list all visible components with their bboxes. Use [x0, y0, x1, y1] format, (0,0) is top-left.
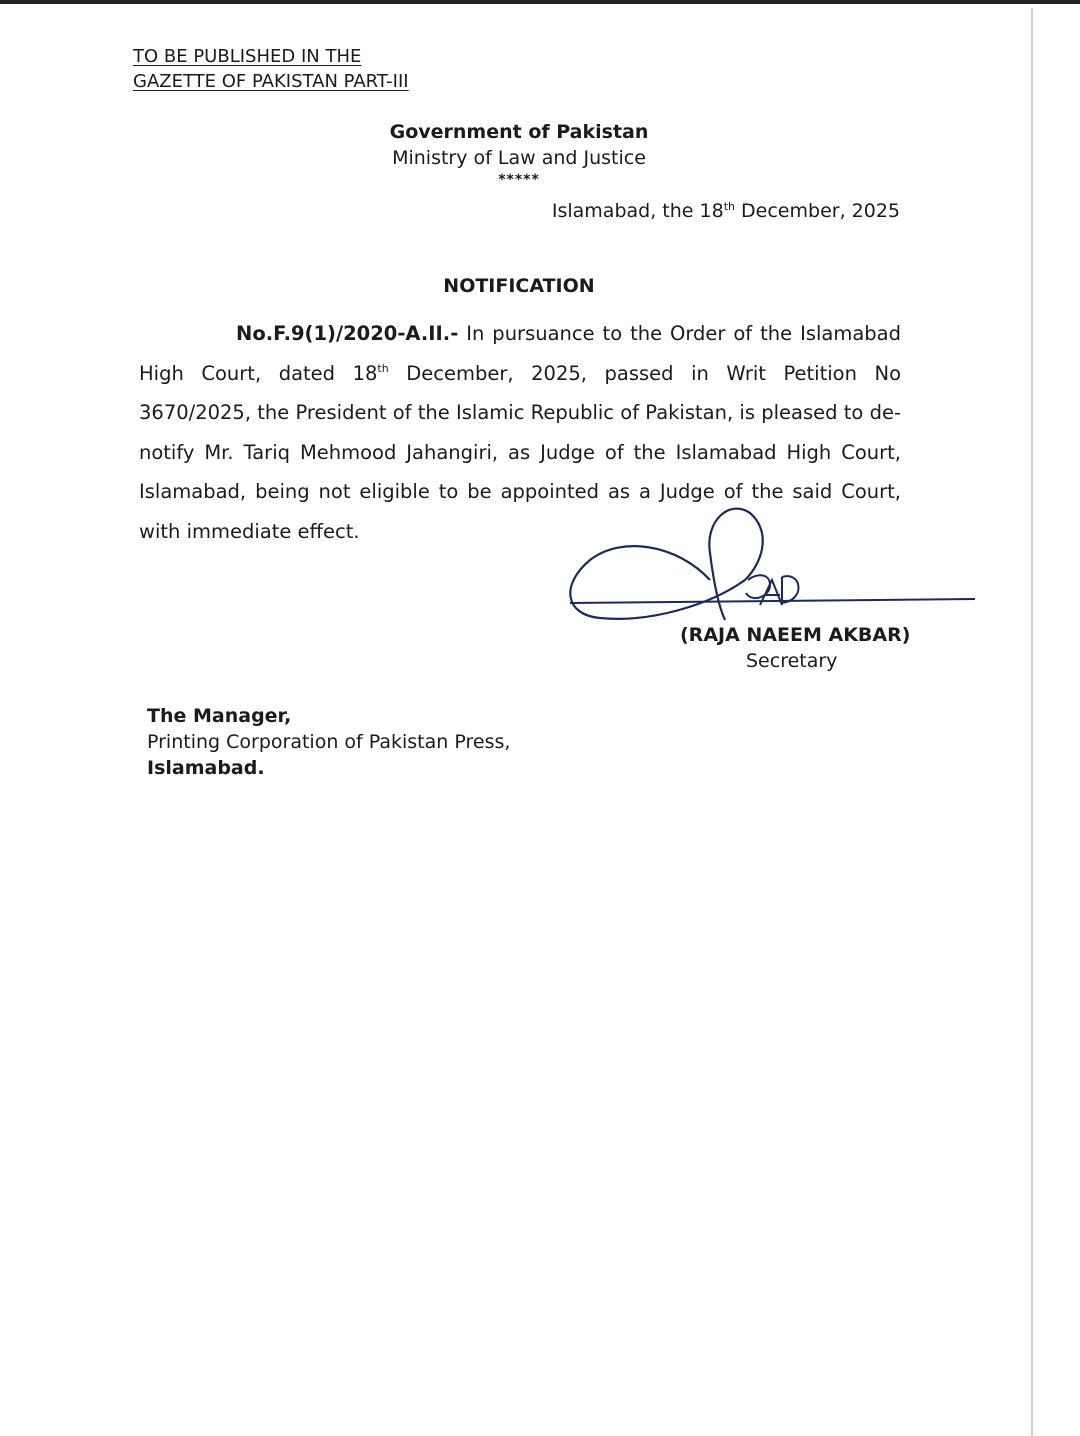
- ministry-heading: Ministry of Law and Justice: [392, 147, 646, 169]
- gazette-heading: [133, 44, 409, 94]
- body-text-b: December, 2025, passed in Writ Petition No 3670/2025, the President of the Islamic Republic of Pakistan, is pleased to de-notify Mr. Tariq Mehmood Jahangiri, as Judge of the Islamabad High Court, Islamabad, being not eligible to be appointed as a Judge of the said Court, with immediate effect.: [139, 361, 901, 543]
- signature: [560, 505, 980, 635]
- notification-title: NOTIFICATION: [443, 275, 595, 297]
- gazette-line-1: TO BE PUBLISHED IN THE: [133, 46, 362, 67]
- dateline-rest: December, 2025: [735, 200, 900, 222]
- gazette-line-2: GAZETTE OF PAKISTAN PART-III: [133, 71, 409, 92]
- addressee-line-1: The Manager,: [147, 705, 292, 727]
- heading-separator: *****: [498, 172, 540, 188]
- body-text-a: In pursuance to the Order of the Islamabad High Court, dated 18: [139, 322, 901, 385]
- addressee-line-3: Islamabad.: [147, 757, 265, 779]
- signature-image: [560, 505, 980, 635]
- addressee-line-2: Printing Corporation of Pakistan Press,: [147, 731, 511, 753]
- signatory-name: (RAJA NAEEM AKBAR): [680, 624, 911, 646]
- signatory-designation: Secretary: [746, 650, 838, 672]
- dateline-place: Islamabad, the 18: [551, 200, 724, 222]
- government-heading: Government of Pakistan: [389, 121, 649, 143]
- reference-number: No.F.9(1)/2020-A.II.-: [236, 322, 459, 345]
- dateline-ordinal: th: [723, 200, 735, 213]
- scan-top-edge: [0, 0, 1080, 4]
- dateline: [552, 200, 900, 222]
- body-ordinal: th: [377, 361, 389, 375]
- scan-right-edge: [1031, 8, 1033, 1436]
